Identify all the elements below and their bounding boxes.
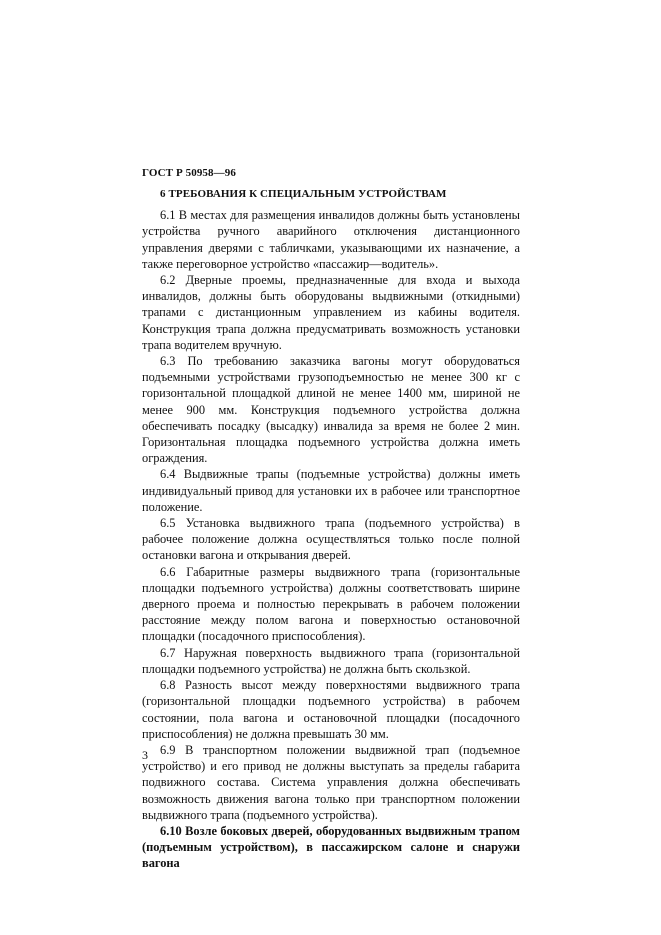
paragraph-6-6: 6.6 Габаритные размеры выдвижного трапа (горизонтальные площадки подъемного устройства) должны соответствовать ширине дверного проема и полностью перекрывать в рабочем положении расстояние между полом вагона и поверхностью остановочной площадки (посадочного приспособления). <box>142 564 520 644</box>
document-code: ГОСТ Р 50958—96 <box>142 167 236 179</box>
document-body <box>142 186 520 872</box>
paragraph-6-9: 6.9 В транспортном положении выдвижной трап (подъемное устройство) и его привод не должны выступать за пределы габарита подвижного состава. Система управления должна обеспечивать возможность движения вагона только при транспортном положении выдвижного трапа (подъемного устройства). <box>142 742 520 822</box>
paragraph-6-1: 6.1 В местах для размещения инвалидов должны быть установлены устройства ручного аварийного отключения дистанционного управления дверями с табличками, указывающими их назначение, а также переговорное устройство «пассажир—водитель». <box>142 208 520 271</box>
paragraph-6-2: 6.2 Дверные проемы, предназначенные для входа и выхода инвалидов, должны быть оборудованы выдвижными (откидными) трапами с дистанционным управлением из кабины водителя. Конструкция трапа должна предусматривать возможность установки трапа водителем вручную. <box>142 273 520 352</box>
paragraph-6-8: 6.8 Разность высот между поверхностями выдвижного трапа (горизонтальной площадки подъемного устройства) в рабочем состоянии, пола вагона и остановочной площадки (посадочного приспособления) не должна превышать 30 мм. <box>142 678 520 741</box>
paragraph-6-4: 6.4 Выдвижные трапы (подъемные устройства) должны иметь индивидуальный привод для установки их в рабочее или транспортное положение. <box>142 467 520 514</box>
paragraph-6-5: 6.5 Установка выдвижного трапа (подъемного устройства) в рабочее положение должна осуществляться только после полной остановки вагона и открывания дверей. <box>142 516 520 563</box>
section-title: 6 ТРЕБОВАНИЯ К СПЕЦИАЛЬНЫМ УСТРОЙСТВАМ <box>160 188 447 200</box>
paragraph-6-10: 6.10 Возле боковых дверей, оборудованных выдвижным трапом (подъемным устройством), в пассажирском салоне и снаружи вагона <box>142 823 520 871</box>
paragraph-6-3: 6.3 По требованию заказчика вагоны могут оборудоваться подъемными устройствами грузоподъемностью не менее 300 кг с горизонтальной площадкой длиной не менее 1400 мм, шириной не менее 900 мм. Конструкция подъемного устройства должна обеспечивать посадку (высадку) инвалида за время не более 2 мин. Горизонтальная площадка подъемного устройства должна иметь ограждения. <box>142 354 520 466</box>
page-number: 3 <box>142 748 148 762</box>
paragraph-6-7: 6.7 Наружная поверхность выдвижного трапа (горизонтальной площадки подъемного устройства) не должна быть скользкой. <box>142 645 520 676</box>
